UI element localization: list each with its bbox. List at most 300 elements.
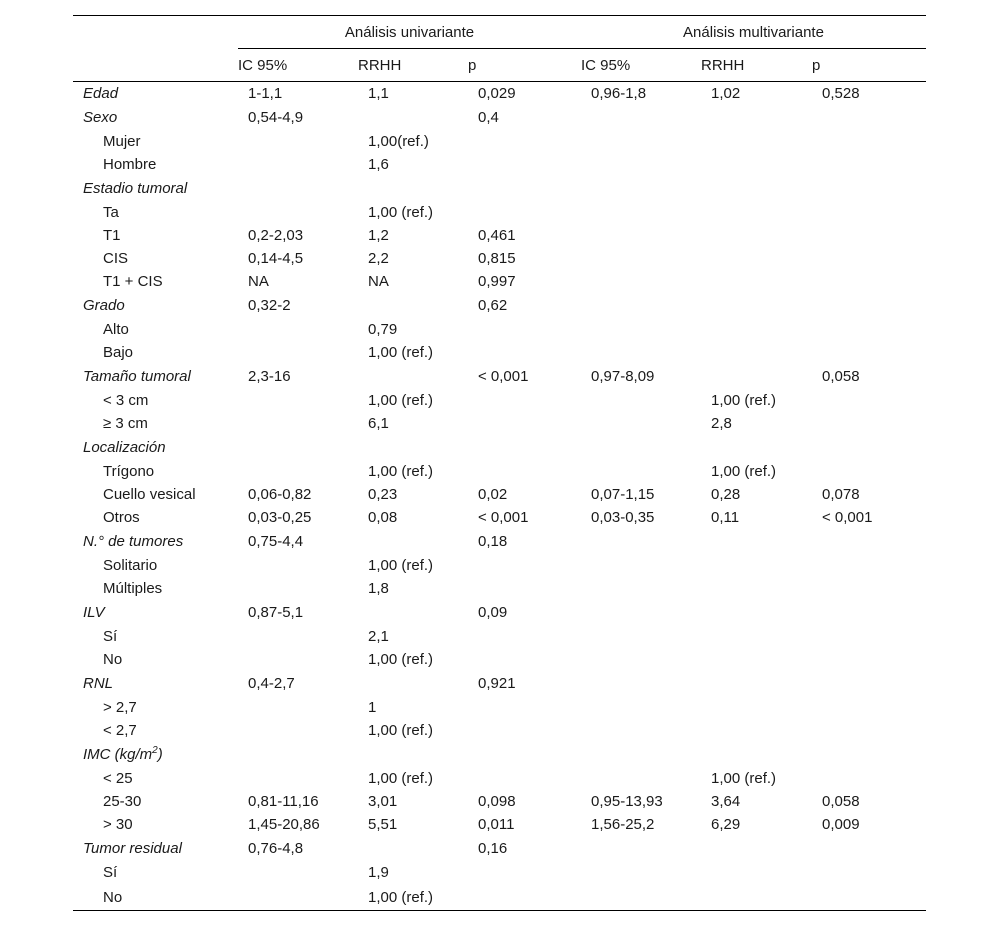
variable-label <box>73 82 238 106</box>
cell-ic95-uni: 0,14-4,5 <box>248 250 304 267</box>
cell-p-multi <box>812 861 926 884</box>
cell-p-multi <box>812 293 926 318</box>
row-label-tail: ) <box>157 746 163 763</box>
category-label <box>73 460 238 483</box>
row-label-text: Cuello vesical <box>103 486 196 503</box>
category-label <box>73 270 238 293</box>
cell-rrhh-uni <box>358 105 468 130</box>
category-label <box>73 412 238 435</box>
cell-ic95-uni: 2,3-16 <box>248 368 291 385</box>
category-label <box>73 224 238 247</box>
cell-ic95-uni: 0,03-0,25 <box>248 509 312 526</box>
cell-p-uni: 0,921 <box>478 675 516 692</box>
cell-p-multi <box>812 696 926 719</box>
category-label <box>73 318 238 341</box>
table-row <box>73 460 926 483</box>
cell-p-uni <box>468 884 581 911</box>
category-label <box>73 201 238 224</box>
cell-rrhh-multi: 0,28 <box>711 486 741 503</box>
cell-ic95-multi <box>581 719 701 742</box>
cell-p-uni <box>468 153 581 176</box>
row-label-text: < 3 cm <box>103 392 149 409</box>
table-row <box>73 483 926 506</box>
table-row <box>73 130 926 153</box>
cell-ic95-uni <box>238 884 358 911</box>
variable-label <box>73 105 238 130</box>
cell-rrhh-multi: 1,00 (ref.) <box>711 770 777 787</box>
cell-p-uni: 0,62 <box>478 297 508 314</box>
group-header-multivariate: Análisis multivariante <box>581 16 926 49</box>
cell-p-uni: 0,098 <box>478 793 516 810</box>
row-label-text: Sí <box>103 628 118 645</box>
cell-rrhh-uni <box>358 600 468 625</box>
table-row <box>73 224 926 247</box>
table-row <box>73 554 926 577</box>
cell-p-uni: 0,09 <box>478 604 508 621</box>
row-label-text: Trígono <box>103 463 155 480</box>
cell-rrhh-multi <box>701 153 812 176</box>
cell-p-uni: 0,815 <box>478 250 516 267</box>
cell-ic95-uni <box>238 625 358 648</box>
cell-p-uni <box>468 130 581 153</box>
cell-rrhh-multi <box>701 529 812 554</box>
cell-ic95-multi <box>581 696 701 719</box>
table-row <box>73 648 926 671</box>
table-body <box>73 82 926 911</box>
cell-p-multi <box>812 176 926 201</box>
cell-rrhh-uni: 1,00 (ref.) <box>368 204 434 221</box>
row-label-text: Bajo <box>103 344 134 361</box>
cell-ic95-uni: 0,87-5,1 <box>248 604 304 621</box>
table-row <box>73 389 926 412</box>
table-row <box>73 767 926 790</box>
cell-rrhh-uni: 3,01 <box>368 793 398 810</box>
table-row <box>73 412 926 435</box>
cell-rrhh-multi <box>701 577 812 600</box>
table-row <box>73 270 926 293</box>
col-header-p-uni: p <box>468 49 581 82</box>
cell-rrhh-uni <box>358 293 468 318</box>
cell-ic95-multi <box>581 201 701 224</box>
cell-ic95-uni <box>238 435 358 460</box>
cell-rrhh-multi <box>701 696 812 719</box>
table-row <box>73 153 926 176</box>
cell-rrhh-multi: 1,00 (ref.) <box>711 463 777 480</box>
empty-header-cell <box>73 16 238 49</box>
variable-label <box>73 293 238 318</box>
cell-ic95-multi: 0,97-8,09 <box>591 368 655 385</box>
category-label <box>73 554 238 577</box>
cell-p-multi <box>812 105 926 130</box>
cell-p-multi: 0,078 <box>822 486 860 503</box>
cell-p-multi <box>812 742 926 767</box>
cell-ic95-multi: 0,96-1,8 <box>591 85 647 102</box>
category-label <box>73 719 238 742</box>
cell-rrhh-uni: 0,08 <box>368 509 398 526</box>
cell-rrhh-multi: 6,29 <box>711 816 741 833</box>
cell-rrhh-multi: 2,8 <box>711 415 732 432</box>
cell-rrhh-uni: 2,2 <box>368 250 389 267</box>
cell-p-multi <box>812 460 926 483</box>
variable-label <box>73 529 238 554</box>
cell-rrhh-multi: 1,00 (ref.) <box>711 392 777 409</box>
row-label-text: Solitario <box>103 557 158 574</box>
cell-p-uni <box>468 577 581 600</box>
cell-ic95-multi <box>581 435 701 460</box>
table-row <box>73 577 926 600</box>
cell-p-multi <box>812 836 926 861</box>
table-row <box>73 719 926 742</box>
cell-ic95-uni <box>238 412 358 435</box>
column-header-row <box>73 49 926 82</box>
cell-ic95-uni: 0,54-4,9 <box>248 109 304 126</box>
cell-rrhh-uni: 1,6 <box>368 156 389 173</box>
cell-p-multi <box>812 884 926 911</box>
row-label-text: < 2,7 <box>103 722 137 739</box>
category-label <box>73 389 238 412</box>
cell-rrhh-multi <box>701 742 812 767</box>
table-row <box>73 82 926 106</box>
cell-rrhh-multi <box>701 293 812 318</box>
cell-ic95-multi <box>581 577 701 600</box>
table-row <box>73 836 926 861</box>
cell-p-uni <box>468 648 581 671</box>
cell-p-multi <box>812 625 926 648</box>
cell-rrhh-multi <box>701 130 812 153</box>
cell-rrhh-uni: 1,00 (ref.) <box>368 463 434 480</box>
category-label <box>73 767 238 790</box>
row-label-text: Sexo <box>83 109 118 126</box>
cell-p-multi <box>812 318 926 341</box>
cell-p-multi <box>812 224 926 247</box>
category-label <box>73 625 238 648</box>
cell-rrhh-uni: 1,00 (ref.) <box>368 722 434 739</box>
row-label-text: Hombre <box>103 156 157 173</box>
category-label <box>73 130 238 153</box>
table-row <box>73 341 926 364</box>
cell-rrhh-uni: 1,9 <box>368 864 389 881</box>
cell-ic95-multi <box>581 130 701 153</box>
row-label-text: > 30 <box>103 816 133 833</box>
cell-ic95-multi <box>581 671 701 696</box>
row-label-text: Alto <box>103 321 129 338</box>
cell-rrhh-uni: 1 <box>368 699 377 716</box>
row-label-text: No <box>103 651 123 668</box>
cell-ic95-uni <box>238 460 358 483</box>
cell-p-multi <box>812 247 926 270</box>
row-label-text: Ta <box>103 204 119 221</box>
cell-rrhh-uni <box>358 671 468 696</box>
cell-p-uni: 0,461 <box>478 227 516 244</box>
cell-ic95-uni: 0,32-2 <box>248 297 291 314</box>
cell-ic95-multi <box>581 341 701 364</box>
row-label-text: Localización <box>83 439 166 456</box>
cell-rrhh-multi <box>701 247 812 270</box>
cell-ic95-multi <box>581 742 701 767</box>
cell-p-multi: < 0,001 <box>822 509 873 526</box>
cell-p-uni <box>468 435 581 460</box>
col-header-rrhh-multi: RRHH <box>701 49 812 82</box>
table-row <box>73 201 926 224</box>
cell-p-multi: 0,009 <box>822 816 860 833</box>
col-header-ic95-multi: IC 95% <box>581 49 701 82</box>
cell-ic95-uni <box>238 389 358 412</box>
cell-p-uni <box>468 176 581 201</box>
table-row <box>73 884 926 911</box>
cell-rrhh-multi <box>701 884 812 911</box>
cell-p-uni <box>468 318 581 341</box>
cell-rrhh-multi <box>701 224 812 247</box>
cell-rrhh-multi <box>701 341 812 364</box>
cell-p-multi: 0,058 <box>822 793 860 810</box>
cell-p-multi <box>812 554 926 577</box>
cell-ic95-multi <box>581 648 701 671</box>
cell-rrhh-uni <box>358 836 468 861</box>
cell-ic95-uni: 0,06-0,82 <box>248 486 312 503</box>
cell-rrhh-uni <box>358 435 468 460</box>
cell-ic95-multi <box>581 625 701 648</box>
cell-rrhh-multi <box>701 554 812 577</box>
row-label-text: Múltiples <box>103 580 163 597</box>
cell-ic95-multi <box>581 105 701 130</box>
cell-rrhh-multi <box>701 836 812 861</box>
category-label <box>73 884 238 911</box>
variable-label <box>73 742 238 767</box>
cell-rrhh-uni <box>358 176 468 201</box>
variable-label <box>73 671 238 696</box>
category-label <box>73 648 238 671</box>
group-header-row <box>73 16 926 49</box>
table-row <box>73 600 926 625</box>
category-label <box>73 813 238 836</box>
cell-ic95-multi: 0,95-13,93 <box>591 793 663 810</box>
cell-p-uni <box>468 389 581 412</box>
cell-rrhh-multi <box>701 719 812 742</box>
cell-rrhh-multi <box>701 600 812 625</box>
col-header-p-multi: p <box>812 49 926 82</box>
cell-p-uni <box>468 719 581 742</box>
cell-p-uni: 0,011 <box>478 816 515 833</box>
row-label-text: > 2,7 <box>103 699 137 716</box>
cell-p-uni <box>468 742 581 767</box>
cell-p-uni: < 0,001 <box>478 368 529 385</box>
row-label-text: < 25 <box>103 770 133 787</box>
cell-rrhh-uni: 1,00(ref.) <box>368 133 429 150</box>
cell-p-uni <box>468 861 581 884</box>
cell-rrhh-uni: 0,79 <box>368 321 398 338</box>
row-label-text: 25-30 <box>103 793 142 810</box>
cell-rrhh-uni: 6,1 <box>368 415 389 432</box>
cell-ic95-uni <box>238 341 358 364</box>
cell-ic95-multi <box>581 529 701 554</box>
cell-ic95-multi <box>581 247 701 270</box>
table-row <box>73 293 926 318</box>
cell-rrhh-multi: 1,02 <box>711 85 741 102</box>
cell-p-multi <box>812 719 926 742</box>
row-label-text: Tumor residual <box>83 840 182 857</box>
col-header-rrhh-uni: RRHH <box>358 49 468 82</box>
row-label-superscript: 2 <box>152 745 158 756</box>
table-row <box>73 529 926 554</box>
row-label-text: No <box>103 888 123 906</box>
cell-ic95-uni: 1,45-20,86 <box>248 816 320 833</box>
cell-rrhh-multi <box>701 318 812 341</box>
cell-rrhh-multi <box>701 364 812 389</box>
cell-ic95-uni <box>238 648 358 671</box>
cell-p-multi <box>812 270 926 293</box>
cell-ic95-uni <box>238 201 358 224</box>
table-row <box>73 861 926 884</box>
row-label-text: IMC (kg/m <box>83 746 153 763</box>
col-header-ic95-uni: IC 95% <box>238 49 358 82</box>
cell-p-uni: 0,16 <box>478 840 508 857</box>
cell-p-uni <box>468 554 581 577</box>
cell-ic95-uni <box>238 767 358 790</box>
cell-p-multi <box>812 600 926 625</box>
cell-ic95-uni <box>238 153 358 176</box>
cell-ic95-multi <box>581 884 701 911</box>
row-label-text: ILV <box>83 604 105 621</box>
cell-p-multi <box>812 648 926 671</box>
cell-p-multi <box>812 435 926 460</box>
cell-rrhh-uni <box>358 364 468 389</box>
row-label-text: CIS <box>103 250 129 267</box>
cell-ic95-multi <box>581 293 701 318</box>
cell-ic95-multi <box>581 176 701 201</box>
variable-label <box>73 836 238 861</box>
cell-ic95-uni: 0,2-2,03 <box>248 227 304 244</box>
cell-ic95-multi: 0,07-1,15 <box>591 486 655 503</box>
cell-p-multi: 0,528 <box>822 85 860 102</box>
variable-label <box>73 435 238 460</box>
row-label-text: RNL <box>83 675 114 692</box>
cell-rrhh-multi <box>701 270 812 293</box>
table-row <box>73 318 926 341</box>
category-label <box>73 153 238 176</box>
table-row <box>73 790 926 813</box>
category-label <box>73 483 238 506</box>
cell-ic95-uni <box>238 577 358 600</box>
table-row <box>73 696 926 719</box>
variable-label <box>73 364 238 389</box>
cell-ic95-multi <box>581 318 701 341</box>
cell-rrhh-multi <box>701 625 812 648</box>
group-header-univariate: Análisis univariante <box>238 16 581 49</box>
cell-ic95-multi <box>581 224 701 247</box>
cell-rrhh-uni: NA <box>368 273 389 290</box>
cell-rrhh-uni: 5,51 <box>368 816 398 833</box>
cell-ic95-multi <box>581 460 701 483</box>
cell-rrhh-uni <box>358 529 468 554</box>
cell-p-multi <box>812 201 926 224</box>
table-row <box>73 813 926 836</box>
cell-rrhh-multi <box>701 176 812 201</box>
cell-ic95-multi <box>581 861 701 884</box>
cell-rrhh-uni: 1,00 (ref.) <box>368 770 434 787</box>
cell-ic95-multi <box>581 153 701 176</box>
cell-rrhh-uni: 1,2 <box>368 227 389 244</box>
cell-p-uni <box>468 460 581 483</box>
cell-ic95-multi <box>581 554 701 577</box>
cell-ic95-uni: 1-1,1 <box>248 85 283 102</box>
cell-rrhh-multi <box>701 105 812 130</box>
row-label-text: Sí <box>103 864 118 881</box>
row-label-text: Otros <box>103 509 140 526</box>
cell-ic95-uni <box>238 318 358 341</box>
table-row <box>73 671 926 696</box>
cell-p-multi <box>812 389 926 412</box>
cell-p-uni <box>468 341 581 364</box>
results-table <box>73 15 926 911</box>
row-label-text: T1 + CIS <box>103 273 163 290</box>
variable-label <box>73 600 238 625</box>
row-label-text: ≥ 3 cm <box>103 415 148 432</box>
row-label-text: Grado <box>83 297 125 314</box>
cell-p-uni: 0,4 <box>478 109 499 126</box>
cell-ic95-uni: NA <box>248 273 269 290</box>
cell-p-uni <box>468 412 581 435</box>
cell-ic95-uni <box>238 554 358 577</box>
cell-rrhh-uni: 1,1 <box>368 85 389 102</box>
cell-rrhh-multi <box>701 648 812 671</box>
category-label <box>73 790 238 813</box>
cell-p-multi <box>812 767 926 790</box>
cell-ic95-uni <box>238 696 358 719</box>
row-label-text: N.° de tumores <box>83 533 184 550</box>
cell-rrhh-uni: 1,00 (ref.) <box>358 884 468 911</box>
cell-p-uni: 0,18 <box>478 533 508 550</box>
row-label-text: Edad <box>83 85 119 102</box>
category-label <box>73 861 238 884</box>
row-label-text: T1 <box>103 227 121 244</box>
cell-ic95-uni <box>238 742 358 767</box>
cell-rrhh-uni: 1,00 (ref.) <box>368 392 434 409</box>
cell-ic95-multi <box>581 600 701 625</box>
category-label <box>73 577 238 600</box>
cell-rrhh-multi <box>701 861 812 884</box>
cell-p-uni <box>468 201 581 224</box>
row-label-text: Estadio tumoral <box>83 180 188 197</box>
cell-rrhh-uni: 0,23 <box>368 486 398 503</box>
table-row <box>73 176 926 201</box>
cell-rrhh-multi <box>701 671 812 696</box>
cell-p-multi <box>812 153 926 176</box>
category-label <box>73 696 238 719</box>
category-label <box>73 341 238 364</box>
cell-p-uni: 0,02 <box>478 486 508 503</box>
category-label <box>73 506 238 529</box>
cell-ic95-multi <box>581 270 701 293</box>
cell-ic95-multi <box>581 767 701 790</box>
cell-p-multi <box>812 341 926 364</box>
cell-rrhh-uni: 1,8 <box>368 580 389 597</box>
table-row <box>73 435 926 460</box>
cell-rrhh-uni: 2,1 <box>368 628 389 645</box>
cell-ic95-multi <box>581 412 701 435</box>
cell-ic95-multi: 1,56-25,2 <box>591 816 655 833</box>
cell-rrhh-multi <box>701 201 812 224</box>
table-row <box>73 625 926 648</box>
row-label-text: Tamaño tumoral <box>83 368 191 385</box>
variable-label <box>73 176 238 201</box>
cell-ic95-multi <box>581 389 701 412</box>
category-label <box>73 247 238 270</box>
cell-ic95-uni: 0,76-4,8 <box>248 840 304 857</box>
cell-p-multi <box>812 130 926 153</box>
cell-ic95-uni <box>238 719 358 742</box>
table-row <box>73 364 926 389</box>
cell-p-multi <box>812 412 926 435</box>
